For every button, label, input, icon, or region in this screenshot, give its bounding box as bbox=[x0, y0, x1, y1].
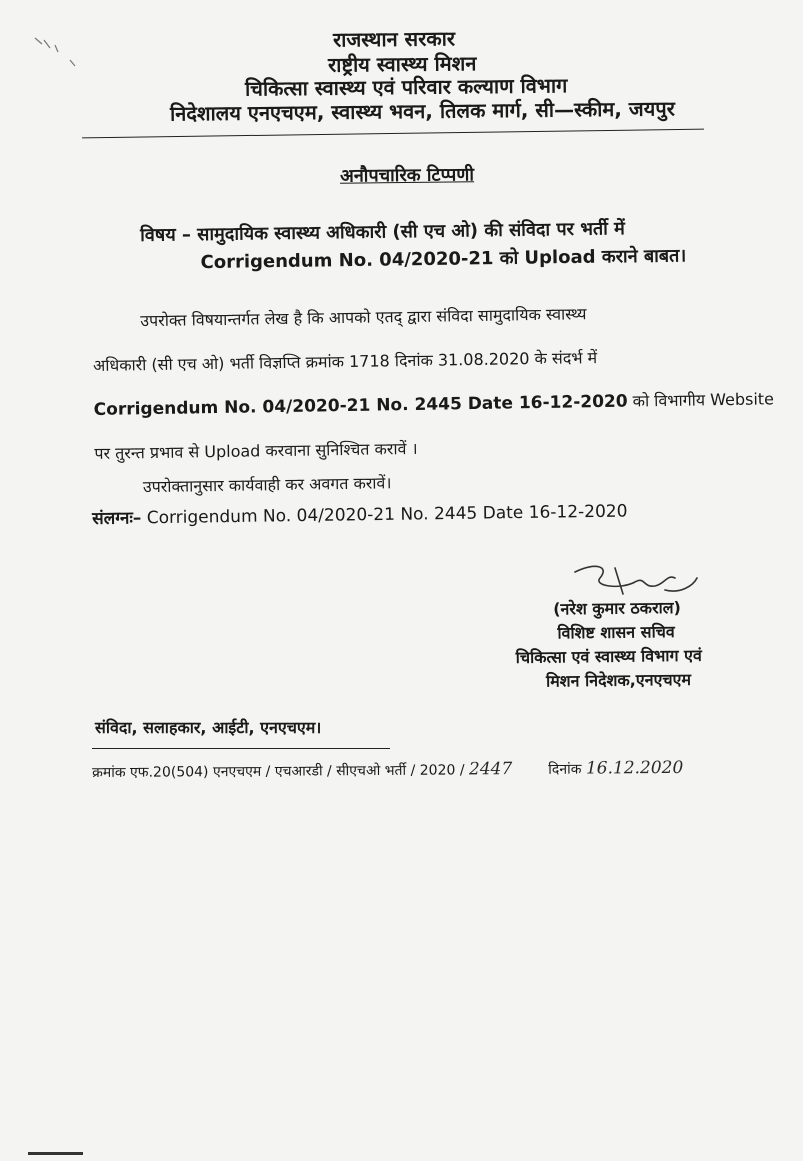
govt-name: राजस्थान सरकार bbox=[332, 26, 456, 52]
reference-date-handwritten: 16.12.2020 bbox=[585, 757, 684, 779]
body-line-1: उपरोक्त विषयान्तर्गत लेख है कि आपको एतद् द्वारा संविदा सामुदायिक स्वास्थ्य bbox=[140, 304, 587, 331]
directorate-address: निदेशालय एनएचएम, स्वास्थ्य भवन, तिलक मार्ग, सी—स्कीम, जयपुर bbox=[169, 96, 675, 126]
signatory-name: (नरेश कुमार ठकराल) bbox=[553, 597, 681, 619]
attachment-text: Corrigendum No. 04/2020-21 No. 2445 Date 16-12-2020 bbox=[141, 501, 628, 529]
copy-to-underline bbox=[92, 748, 390, 749]
subject-line-1: विषय – सामुदायिक स्वास्थ्य अधिकारी (सी एच ओ) की संविदा पर भर्ती में bbox=[140, 218, 625, 246]
reference-date-label: दिनांक bbox=[548, 761, 582, 778]
scan-speckle-mark bbox=[30, 30, 90, 80]
signatory-department: चिकित्सा एवं स्वास्थ्य विभाग एवं bbox=[515, 645, 702, 667]
reference-prefix: क्रमांक एफ.20(504) एनएचएम / एचआरडी / सीएचओ भर्ती / 2020 / bbox=[92, 762, 470, 781]
subject-line-2: Corrigendum No. 04/2020-21 को Upload कराने बाबत। bbox=[200, 245, 687, 274]
reference-line bbox=[92, 758, 683, 782]
signatory-designation: विशिष्ट शासन सचिव bbox=[557, 622, 675, 643]
signatory-office: मिशन निदेशक,एनएचएम bbox=[545, 669, 692, 691]
corrigendum-reference: Corrigendum No. 04/2020-21 No. 2445 Date 16-12-2020 bbox=[93, 391, 628, 420]
document-title: अनौपचारिक टिप्पणी bbox=[339, 164, 475, 187]
reference-number-handwritten: 2447 bbox=[468, 759, 513, 780]
body-paragraph bbox=[92, 290, 775, 510]
scan-edge-mark bbox=[28, 1152, 83, 1155]
department-name: चिकित्सा स्वास्थ्य एवं परिवार कल्याण विभाग bbox=[244, 73, 568, 101]
attachment-label: संलग्नः– bbox=[92, 508, 142, 529]
body-line-5: उपरोक्तानुसार कार्यवाही कर अवगत करावें। bbox=[142, 473, 392, 497]
body-line-2: अधिकारी (सी एच ओ) भर्ती विज्ञप्ति क्रमांक 1718 दिनांक 31.08.2020 के संदर्भ में bbox=[92, 348, 598, 375]
copy-to-recipient: संविदा, सलाहकार, आईटी, एनएचएम। bbox=[95, 718, 322, 737]
subject-block bbox=[140, 214, 686, 278]
header-divider bbox=[82, 129, 704, 139]
body-line-4: पर तुरन्त प्रभाव से Upload करवाना सुनिश्चित करावें । bbox=[94, 438, 418, 463]
mission-name: राष्ट्रीय स्वास्थ्य मिशन bbox=[327, 51, 477, 77]
body-line-3-rest: को विभागीय Website bbox=[627, 389, 775, 411]
signatory-block bbox=[515, 596, 702, 694]
